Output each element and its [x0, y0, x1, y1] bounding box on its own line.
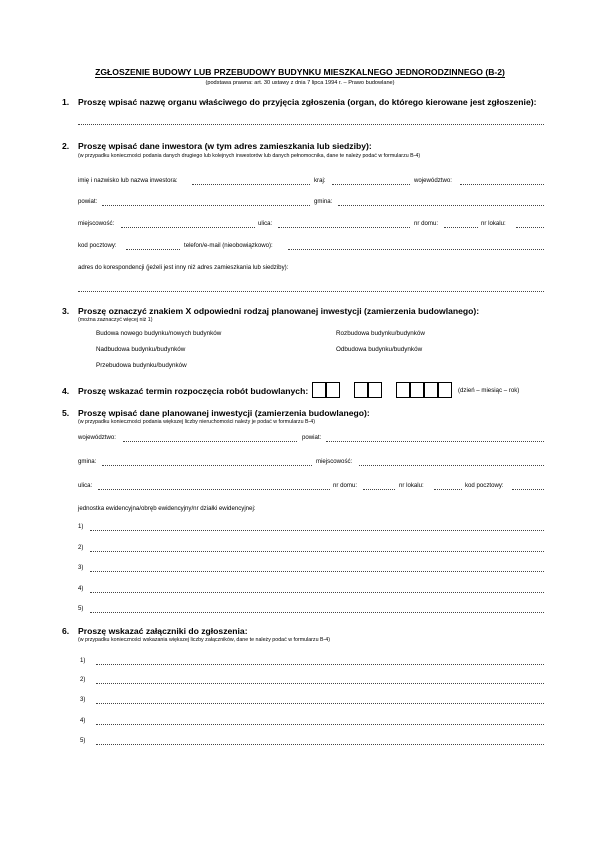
inv-postcode-label: kod pocztowy: — [465, 482, 504, 489]
option-extension[interactable]: Rozbudowa budynku/budynków — [336, 330, 425, 337]
investor-name-label: imię i nazwisko lub nazwa inwestora: — [78, 177, 178, 184]
investor-country-label: kraj: — [314, 177, 326, 184]
option-reconstruction[interactable]: Odbudowa budynku/budynków — [336, 346, 423, 353]
option-rebuild[interactable]: Przebudowa budynku/budynków — [96, 362, 187, 369]
investor-country-field[interactable] — [332, 184, 410, 185]
investor-commune-field[interactable] — [338, 205, 544, 206]
parcel-row-num: 5) — [78, 605, 84, 612]
correspondence-label: adres do korespondencji (jeżeli jest inny niż adres zamieszkania lub siedziby): — [78, 264, 289, 271]
section-5-note: (w przypadku konieczności podania większej liczby nieruchomości należy je podać w formularzu B-4) — [78, 419, 315, 425]
inv-street-label: ulica: — [78, 482, 93, 489]
inv-apartment-field[interactable] — [434, 489, 462, 490]
inv-house-field[interactable] — [363, 489, 395, 490]
attachment-row-field[interactable] — [96, 683, 544, 684]
date-year-box-3[interactable] — [424, 382, 438, 398]
attachment-row-num: 3) — [80, 696, 86, 703]
attachment-row-field[interactable] — [96, 724, 544, 725]
inv-commune-field[interactable] — [102, 465, 312, 466]
investor-house-field[interactable] — [444, 227, 478, 228]
investor-apartment-field[interactable] — [516, 227, 544, 228]
date-day-box-1[interactable] — [312, 382, 326, 398]
investor-city-label: miejscowość: — [78, 220, 115, 227]
parcel-row-field[interactable] — [90, 592, 544, 593]
section-1-heading: 1. Proszę wpisać nazwę organu właściwego do przyjęcia zgłoszenia (organ, do którego kierowane jest zgłoszenie): — [62, 97, 537, 107]
inv-postcode-field[interactable] — [512, 489, 544, 490]
investor-street-field[interactable] — [278, 227, 410, 228]
section-6-heading: 6. Proszę wskazać załączniki do zgłoszenia: — [62, 626, 248, 636]
investor-voivodeship-label: województwo: — [414, 177, 452, 184]
legal-basis: (podstawa prawna: art. 30 ustawy z dnia 7 lipca 1994 r. – Prawo budowlane) — [205, 80, 395, 86]
inv-county-label: powiat: — [302, 434, 322, 441]
attachment-row-num: 5) — [80, 737, 86, 744]
section-5-heading: 5. Proszę wpisać dane planowanej inwestycji (zamierzenia budowlanego): — [62, 408, 370, 418]
date-year-box-1[interactable] — [396, 382, 410, 398]
date-year-box-4[interactable] — [438, 382, 452, 398]
option-new-building[interactable]: Budowa nowego budynku/nowych budynków — [96, 330, 222, 337]
investor-county-label: powiat: — [78, 198, 98, 205]
parcel-row-num: 3) — [78, 564, 84, 571]
date-month-box-1[interactable] — [354, 382, 368, 398]
organ-name-field[interactable] — [78, 124, 544, 125]
correspondence-field[interactable] — [78, 291, 544, 292]
investor-postcode-label: kod pocztowy: — [78, 242, 117, 249]
investor-house-label: nr domu: — [414, 220, 439, 227]
investor-county-field[interactable] — [102, 205, 310, 206]
investor-phone-field[interactable] — [288, 249, 544, 250]
parcel-row-num: 2) — [78, 544, 84, 551]
investor-commune-label: gmina: — [314, 198, 333, 205]
inv-street-field[interactable] — [98, 489, 330, 490]
parcel-row-field[interactable] — [90, 571, 544, 572]
attachment-row-field[interactable] — [96, 703, 544, 704]
date-day-box-2[interactable] — [326, 382, 340, 398]
parcel-row-field[interactable] — [90, 551, 544, 552]
section-4-heading: 4. Proszę wskazać termin rozpoczęcia robót budowlanych: — [62, 386, 309, 396]
attachment-row-num: 2) — [80, 676, 86, 683]
inv-city-field[interactable] — [359, 465, 544, 466]
date-format-hint: (dzień – miesiąc – rok) — [458, 387, 520, 394]
attachment-row-field[interactable] — [96, 664, 544, 665]
investor-apartment-label: nr lokalu: — [481, 220, 506, 227]
investor-street-label: ulica: — [258, 220, 273, 227]
parcel-label: jednostka ewidencyjna/obręb ewidencyjny/nr działki ewidencyjnej: — [78, 505, 256, 512]
inv-county-field[interactable] — [326, 441, 544, 442]
date-year-box-2[interactable] — [410, 382, 424, 398]
option-superstructure[interactable]: Nadbudowa budynku/budynków — [96, 346, 186, 353]
attachment-row-num: 4) — [80, 717, 86, 724]
form-title: ZGŁOSZENIE BUDOWY LUB PRZEBUDOWY BUDYNKU MIESZKALNEGO JEDNORODZINNEGO (B-2) — [95, 67, 505, 77]
investor-city-field[interactable] — [121, 227, 255, 228]
parcel-row-field[interactable] — [90, 530, 544, 531]
section-2-note: (w przypadku konieczności podania danych drugiego lub kolejnych inwestorów lub danych pełnomocnika, dane te należy podać w formularzu B-4) — [78, 153, 421, 159]
inv-voivodeship-label: województwo: — [78, 434, 116, 441]
section-6-note: (w przypadku konieczności wskazania większej liczby załączników, dane te należy podać w formularzu B-4) — [78, 637, 331, 643]
parcel-row-num: 1) — [78, 523, 84, 530]
attachment-row-num: 1) — [80, 657, 86, 664]
investor-postcode-field[interactable] — [126, 249, 180, 250]
section-3-note: (można zaznaczyć więcej niż 1) — [78, 317, 153, 323]
section-2-heading: 2. Proszę wpisać dane inwestora (w tym adres zamieszkania lub siedziby): — [62, 141, 372, 151]
inv-commune-label: gmina: — [78, 458, 97, 465]
parcel-row-field[interactable] — [90, 612, 544, 613]
inv-apartment-label: nr lokalu: — [399, 482, 424, 489]
investor-voivodeship-field[interactable] — [460, 184, 544, 185]
section-3-heading: 3. Proszę oznaczyć znakiem X odpowiedni rodzaj planowanej inwestycji (zamierzenia budowlanego): — [62, 306, 480, 316]
parcel-row-num: 4) — [78, 585, 84, 592]
inv-city-label: miejscowość: — [316, 458, 353, 465]
investor-name-field[interactable] — [192, 184, 310, 185]
attachment-row-field[interactable] — [96, 744, 544, 745]
investor-phone-label: telefon/e-mail (nieobowiązkowo): — [184, 242, 273, 249]
inv-house-label: nr domu: — [333, 482, 358, 489]
date-month-box-2[interactable] — [368, 382, 382, 398]
inv-voivodeship-field[interactable] — [123, 441, 297, 442]
